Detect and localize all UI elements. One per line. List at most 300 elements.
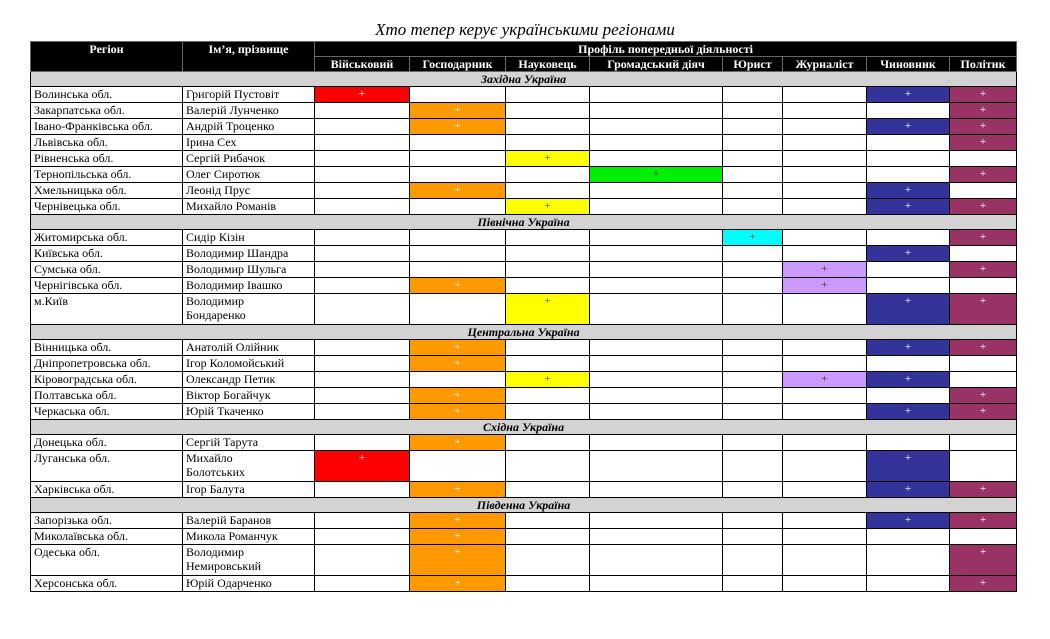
empty-cell [315,151,410,167]
person-line: Немировський [186,559,262,573]
empty-cell [410,167,506,183]
empty-cell [867,388,950,404]
profile-mark: + [867,294,950,325]
empty-cell [315,340,410,356]
region-cell: Чернігівська обл. [31,278,183,294]
empty-cell [783,87,867,103]
empty-cell [723,435,783,451]
empty-cell [315,135,410,151]
region-cell: Херсонська обл. [31,576,183,592]
profile-mark: + [506,294,590,325]
region-cell: Київська обл. [31,246,183,262]
region-cell: Донецька обл. [31,435,183,451]
region-cell: Кіровоградська обл. [31,372,183,388]
empty-cell [867,230,950,246]
section-row [31,498,1017,513]
empty-cell [315,482,410,498]
person-cell [183,451,315,482]
region-cell: Чернівецька обл. [31,199,183,215]
person-cell: Олег Сиротюк [183,167,315,183]
empty-cell [590,545,723,576]
profile-mark: + [590,167,723,183]
empty-cell [723,183,783,199]
section-title: Південна Україна [31,498,1017,513]
header-category: Політик [950,57,1017,72]
empty-cell [723,87,783,103]
empty-cell [723,151,783,167]
empty-cell [506,87,590,103]
profile-mark: + [867,183,950,199]
empty-cell [410,87,506,103]
empty-cell [950,435,1017,451]
person-cell: Сергій Тарута [183,435,315,451]
profile-mark: + [315,87,410,103]
table-row [31,230,1017,246]
profile-mark: + [783,278,867,294]
empty-cell [950,246,1017,262]
empty-cell [867,135,950,151]
empty-cell [410,246,506,262]
empty-cell [315,278,410,294]
profile-mark: + [410,183,506,199]
empty-cell [590,278,723,294]
empty-cell [506,451,590,482]
profile-mark: + [867,513,950,529]
table-row [31,294,1017,325]
empty-cell [950,183,1017,199]
section-row [31,420,1017,435]
profile-mark: + [506,372,590,388]
table-body [31,72,1017,592]
profile-mark: + [867,482,950,498]
profile-mark: + [950,262,1017,278]
profile-mark: + [410,103,506,119]
profile-mark: + [315,451,410,482]
profile-mark: + [867,87,950,103]
empty-cell [783,482,867,498]
person-cell [183,545,315,576]
empty-cell [410,262,506,278]
header-category: Журналіст [783,57,867,72]
table-row [31,183,1017,199]
profile-mark: + [950,482,1017,498]
empty-cell [506,576,590,592]
empty-cell [723,278,783,294]
empty-cell [315,246,410,262]
empty-cell [723,356,783,372]
person-cell: Сидір Кізін [183,230,315,246]
regions-table [30,41,1017,592]
empty-cell [590,340,723,356]
header-category: Громадський діяч [590,57,723,72]
profile-mark: + [410,404,506,420]
empty-cell [590,529,723,545]
empty-cell [506,388,590,404]
empty-cell [506,545,590,576]
empty-cell [506,482,590,498]
empty-cell [723,372,783,388]
header-category: Юрист [723,57,783,72]
profile-mark: + [410,513,506,529]
table-row [31,482,1017,498]
profile-mark: + [410,119,506,135]
table-row [31,103,1017,119]
empty-cell [315,388,410,404]
empty-cell [590,576,723,592]
region-cell: Івано-Франківська обл. [31,119,183,135]
empty-cell [867,529,950,545]
empty-cell [783,167,867,183]
empty-cell [867,545,950,576]
empty-cell [867,435,950,451]
empty-cell [410,151,506,167]
empty-cell [723,199,783,215]
empty-cell [590,119,723,135]
profile-mark: + [950,294,1017,325]
empty-cell [590,230,723,246]
profile-mark: + [867,372,950,388]
empty-cell [723,119,783,135]
table-row [31,246,1017,262]
table-row [31,278,1017,294]
header-category: Науковець [506,57,590,72]
empty-cell [723,262,783,278]
table-row [31,529,1017,545]
empty-cell [506,183,590,199]
table-row [31,545,1017,576]
profile-mark: + [410,529,506,545]
empty-cell [590,513,723,529]
empty-cell [867,167,950,183]
table-row [31,135,1017,151]
header-name: Ім’я, прізвище [183,42,315,72]
empty-cell [590,151,723,167]
person-cell: Юрій Ткаченко [183,404,315,420]
profile-mark: + [410,388,506,404]
profile-mark: + [410,340,506,356]
empty-cell [590,482,723,498]
table-row [31,372,1017,388]
empty-cell [867,262,950,278]
empty-cell [315,372,410,388]
empty-cell [506,262,590,278]
section-row [31,72,1017,87]
region-cell: Рівненська обл. [31,151,183,167]
table-row [31,356,1017,372]
empty-cell [783,294,867,325]
person-cell: Володимир Шульга [183,262,315,278]
empty-cell [506,340,590,356]
header-profile: Профіль попередньої діяльності [315,42,1017,57]
profile-mark: + [950,230,1017,246]
region-cell: Харківська обл. [31,482,183,498]
person-cell: Анатолій Олійник [183,340,315,356]
region-cell: Вінницька обл. [31,340,183,356]
empty-cell [590,199,723,215]
empty-cell [783,135,867,151]
empty-cell [315,529,410,545]
person-line: Михайло [186,451,233,465]
empty-cell [783,513,867,529]
empty-cell [315,576,410,592]
empty-cell [783,529,867,545]
empty-cell [506,135,590,151]
empty-cell [783,119,867,135]
empty-cell [506,103,590,119]
person-cell: Григорій Пустовіт [183,87,315,103]
empty-cell [723,135,783,151]
empty-cell [783,340,867,356]
empty-cell [590,262,723,278]
empty-cell [590,356,723,372]
region-cell: м.Київ [31,294,183,325]
empty-cell [410,372,506,388]
empty-cell [950,529,1017,545]
table-row [31,435,1017,451]
header-category: Військовий [315,57,410,72]
empty-cell [410,451,506,482]
empty-cell [590,388,723,404]
region-cell: Черкаська обл. [31,404,183,420]
region-cell: Закарпатська обл. [31,103,183,119]
section-row [31,325,1017,340]
section-title: Східна Україна [31,420,1017,435]
table-row [31,513,1017,529]
profile-mark: + [950,135,1017,151]
empty-cell [506,404,590,420]
empty-cell [315,404,410,420]
empty-cell [783,451,867,482]
empty-cell [315,294,410,325]
empty-cell [783,545,867,576]
table-row [31,262,1017,278]
empty-cell [723,529,783,545]
table-row [31,119,1017,135]
region-cell: Полтавська обл. [31,388,183,404]
empty-cell [506,167,590,183]
empty-cell [867,151,950,167]
person-cell: Михайло Романів [183,199,315,215]
table-row [31,404,1017,420]
empty-cell [950,356,1017,372]
empty-cell [410,294,506,325]
empty-cell [723,294,783,325]
person-cell: Юрій Одарченко [183,576,315,592]
table-row [31,151,1017,167]
empty-cell [315,103,410,119]
profile-mark: + [950,167,1017,183]
empty-cell [783,151,867,167]
section-title: Західна Україна [31,72,1017,87]
empty-cell [506,230,590,246]
table-row [31,576,1017,592]
profile-mark: + [723,230,783,246]
empty-cell [950,278,1017,294]
header-category: Господарник [410,57,506,72]
profile-mark: + [783,372,867,388]
empty-cell [950,372,1017,388]
empty-cell [315,230,410,246]
empty-cell [783,103,867,119]
empty-cell [506,246,590,262]
person-cell: Валерій Баранов [183,513,315,529]
empty-cell [867,278,950,294]
profile-mark: + [410,545,506,576]
profile-mark: + [410,576,506,592]
profile-mark: + [950,513,1017,529]
profile-mark: + [410,356,506,372]
empty-cell [506,529,590,545]
empty-cell [590,451,723,482]
empty-cell [315,262,410,278]
empty-cell [315,356,410,372]
section-title: Центральна Україна [31,325,1017,340]
profile-mark: + [410,278,506,294]
empty-cell [410,230,506,246]
person-cell: Андрій Троценко [183,119,315,135]
empty-cell [315,513,410,529]
empty-cell [590,183,723,199]
empty-cell [506,435,590,451]
profile-mark: + [410,435,506,451]
empty-cell [410,199,506,215]
empty-cell [315,435,410,451]
profile-mark: + [950,545,1017,576]
profile-mark: + [867,340,950,356]
empty-cell [315,183,410,199]
region-cell: Хмельницька обл. [31,183,183,199]
empty-cell [590,372,723,388]
empty-cell [723,167,783,183]
empty-cell [783,183,867,199]
empty-cell [783,404,867,420]
region-cell: Запорізька обл. [31,513,183,529]
empty-cell [590,404,723,420]
region-cell: Одеська обл. [31,545,183,576]
page-title: Хто тепер керує українськими регіонами [375,20,675,39]
empty-cell [950,151,1017,167]
empty-cell [783,199,867,215]
person-line: Болотських [186,465,246,479]
profile-mark: + [950,576,1017,592]
empty-cell [315,167,410,183]
empty-cell [590,294,723,325]
empty-cell [723,545,783,576]
empty-cell [723,482,783,498]
empty-cell [315,199,410,215]
person-cell: Ірина Сех [183,135,315,151]
empty-cell [950,451,1017,482]
empty-cell [867,356,950,372]
table-row [31,167,1017,183]
empty-cell [723,576,783,592]
empty-cell [590,435,723,451]
person-cell: Володимир Шандра [183,246,315,262]
region-cell: Дніпропетровська обл. [31,356,183,372]
region-cell: Сумська обл. [31,262,183,278]
empty-cell [723,246,783,262]
profile-mark: + [506,199,590,215]
region-cell: Миколаївська обл. [31,529,183,545]
profile-mark: + [506,151,590,167]
region-cell: Тернопільська обл. [31,167,183,183]
profile-mark: + [950,87,1017,103]
table-row [31,199,1017,215]
region-cell: Луганська обл. [31,451,183,482]
empty-cell [783,576,867,592]
empty-cell [506,119,590,135]
section-row [31,215,1017,230]
table-row [31,87,1017,103]
header-region: Регіон [31,42,183,72]
empty-cell [723,513,783,529]
empty-cell [723,340,783,356]
person-cell: Ігор Коломойський [183,356,315,372]
person-cell: Віктор Богайчук [183,388,315,404]
profile-mark: + [950,404,1017,420]
empty-cell [723,404,783,420]
profile-mark: + [867,451,950,482]
profile-mark: + [410,482,506,498]
person-cell: Леонід Прус [183,183,315,199]
empty-cell [590,246,723,262]
person-line: Володимир [186,545,245,559]
profile-mark: + [867,199,950,215]
profile-mark: + [950,119,1017,135]
empty-cell [723,388,783,404]
person-cell: Володимир Івашко [183,278,315,294]
empty-cell [315,545,410,576]
profile-mark: + [867,404,950,420]
person-cell: Сергій Рибачок [183,151,315,167]
empty-cell [723,103,783,119]
empty-cell [315,119,410,135]
profile-mark: + [950,388,1017,404]
empty-cell [506,356,590,372]
table-row [31,451,1017,482]
region-cell: Львівська обл. [31,135,183,151]
empty-cell [783,230,867,246]
person-cell [183,294,315,325]
person-cell: Микола Романчук [183,529,315,545]
profile-mark: + [783,262,867,278]
region-cell: Волинська обл. [31,87,183,103]
profile-mark: + [867,246,950,262]
profile-mark: + [950,199,1017,215]
table-row [31,340,1017,356]
empty-cell [506,278,590,294]
empty-cell [867,103,950,119]
profile-mark: + [950,103,1017,119]
empty-cell [867,576,950,592]
person-line: Бондаренко [186,308,246,322]
empty-cell [590,87,723,103]
section-title: Північна Україна [31,215,1017,230]
empty-cell [783,246,867,262]
person-cell: Ігор Балута [183,482,315,498]
empty-cell [783,356,867,372]
region-cell: Житомирська обл. [31,230,183,246]
empty-cell [783,388,867,404]
empty-cell [590,103,723,119]
empty-cell [410,135,506,151]
empty-cell [590,135,723,151]
empty-cell [723,451,783,482]
profile-mark: + [867,119,950,135]
person-cell: Олександр Петик [183,372,315,388]
table-row [31,388,1017,404]
person-line: Володимир [186,294,245,308]
